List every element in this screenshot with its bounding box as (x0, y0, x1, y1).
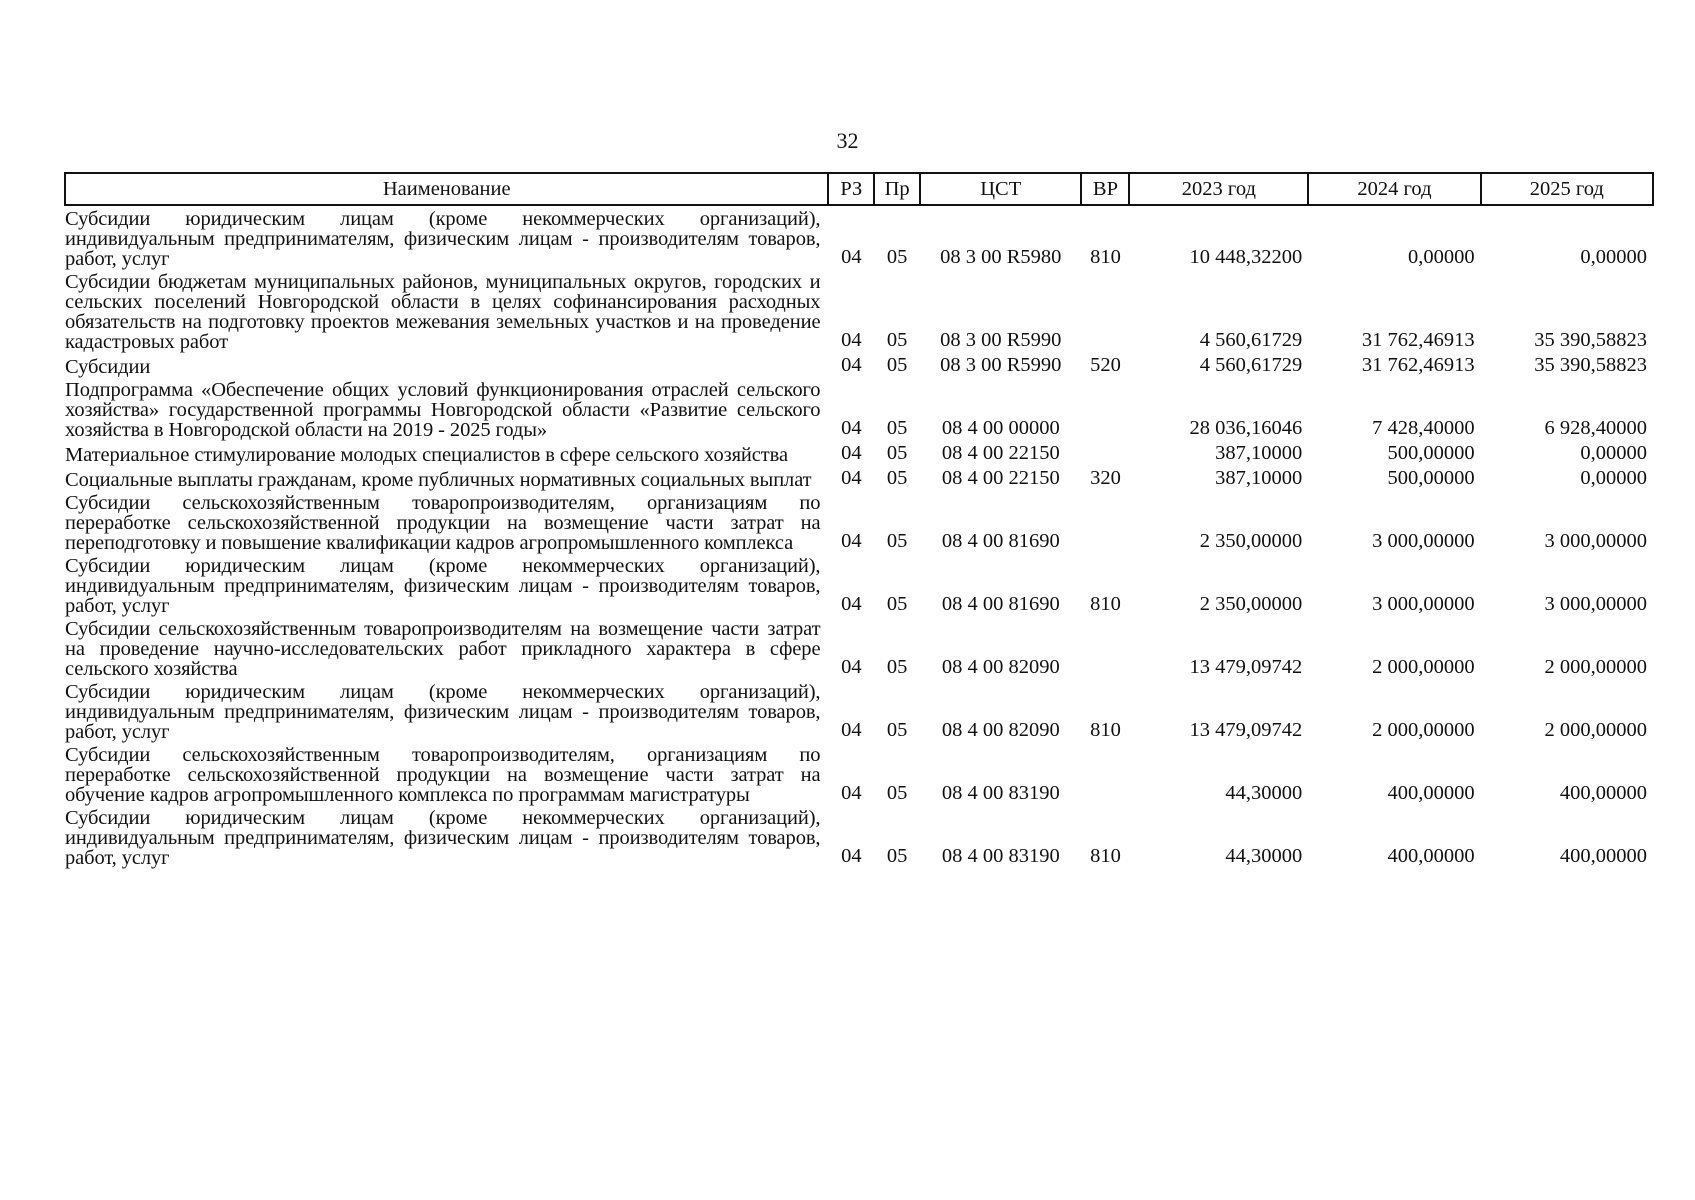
row-2024: 500,00000 (1387, 442, 1475, 464)
row-vr: 810 (1090, 246, 1121, 268)
row-2024: 400,00000 (1387, 782, 1475, 804)
row-name: Субсидии бюджетам муниципальных районов, муниципальных округов, городских и сельских поселений Новгородской области в целях софинансирования расходных обязательств на подготовку проектов межевания земельных участков и на проведение кадастровых работ (65, 271, 821, 353)
row-2024: 31 762,46913 (1361, 354, 1475, 376)
row-vr: 810 (1090, 593, 1121, 615)
row-rz: 04 (841, 845, 862, 867)
row-2024: 400,00000 (1387, 845, 1475, 867)
row-cst: 08 4 00 81690 (941, 530, 1060, 552)
table-row (65, 205, 1653, 269)
header-rz: РЗ (828, 173, 874, 205)
row-2024: 3 000,00000 (1372, 530, 1475, 552)
row-pr: 05 (886, 782, 908, 804)
row-cst: 08 3 00 R5990 (940, 354, 1062, 376)
row-cst: 08 4 00 82090 (941, 656, 1060, 678)
row-vr (1081, 490, 1129, 553)
budget-table (64, 172, 1654, 868)
header-cst: ЦСТ (920, 173, 1081, 205)
row-pr: 05 (886, 442, 908, 464)
row-rz: 04 (841, 329, 862, 351)
row-2025: 35 390,58823 (1534, 354, 1647, 376)
header-2025: 2025 год (1481, 173, 1653, 205)
row-name: Субсидии (65, 356, 151, 378)
row-vr (1081, 269, 1129, 352)
row-cst: 08 4 00 81690 (941, 593, 1060, 615)
row-2023: 13 479,09742 (1189, 719, 1303, 741)
row-vr: 810 (1090, 719, 1121, 741)
row-2025: 0,00000 (1580, 467, 1647, 489)
table-row (65, 490, 1653, 553)
row-2025: 3 000,00000 (1544, 530, 1647, 552)
row-rz: 04 (841, 593, 862, 615)
row-vr (1081, 440, 1129, 465)
row-2025: 400,00000 (1559, 845, 1647, 867)
row-2025: 2 000,00000 (1544, 656, 1647, 678)
row-2025: 2 000,00000 (1544, 719, 1647, 741)
row-rz: 04 (841, 246, 862, 268)
row-name: Субсидии юридическим лицам (кроме некоммерческих организаций), индивидуальным предпринимателям, физическим лицам - производителям товаров, работ, услуг (65, 555, 821, 617)
row-2024: 31 762,46913 (1361, 329, 1475, 351)
row-name: Социальные выплаты гражданам, кроме публичных нормативных социальных выплат (65, 469, 812, 491)
row-name: Подпрограмма «Обеспечение общих условий функционирования отраслей сельского хозяйства» государственной программы Новгородской области «Развитие сельского хозяйства в Новгородской области на 2019 - 2025 годы» (65, 379, 821, 441)
row-pr: 05 (886, 845, 908, 867)
row-vr: 520 (1090, 354, 1121, 376)
row-vr (1081, 742, 1129, 805)
row-2023: 28 036,16046 (1189, 417, 1303, 439)
row-2023: 387,10000 (1215, 467, 1303, 489)
header-name: Наименование (65, 173, 828, 205)
row-name: Субсидии сельскохозяйственным товаропроизводителям, организациям по переработке сельскохозяйственной продукции на возмещение части затрат на обучение кадров агропромышленного комплекса по программам магистратуры (65, 744, 821, 806)
row-rz: 04 (841, 530, 862, 552)
row-2024: 2 000,00000 (1372, 656, 1475, 678)
row-2023: 2 350,00000 (1199, 593, 1303, 615)
row-2025: 35 390,58823 (1534, 329, 1647, 351)
row-cst: 08 4 00 22150 (941, 467, 1060, 489)
row-rz: 04 (841, 442, 862, 464)
table-body (65, 205, 1653, 868)
row-2024: 7 428,40000 (1372, 417, 1475, 439)
row-2025: 0,00000 (1580, 246, 1647, 268)
row-pr: 05 (886, 246, 908, 268)
row-2024: 2 000,00000 (1372, 719, 1475, 741)
row-2024: 500,00000 (1387, 467, 1475, 489)
row-name: Субсидии сельскохозяйственным товаропроизводителям на возмещение части затрат на проведение научно-исследовательских работ прикладного характера в сфере сельского хозяйства (65, 618, 821, 680)
table-row (65, 465, 1653, 490)
table-row (65, 742, 1653, 805)
row-name: Материальное стимулирование молодых специалистов в сфере сельского хозяйства (65, 444, 788, 466)
row-pr: 05 (886, 329, 908, 351)
table-row (65, 440, 1653, 465)
row-vr: 320 (1090, 467, 1121, 489)
row-2025: 3 000,00000 (1544, 593, 1647, 615)
row-pr: 05 (886, 530, 908, 552)
row-2024: 3 000,00000 (1372, 593, 1475, 615)
header-pr: Пр (874, 173, 920, 205)
page-number: 32 (836, 128, 859, 153)
row-vr: 810 (1090, 845, 1121, 867)
row-2023: 4 560,61729 (1199, 329, 1303, 351)
row-cst: 08 4 00 22150 (941, 442, 1060, 464)
row-name: Субсидии юридическим лицам (кроме некоммерческих организаций), индивидуальным предпринимателям, физическим лицам - производителям товаров, работ, услуг (65, 208, 821, 270)
header-2024: 2024 год (1308, 173, 1480, 205)
table-row (65, 553, 1653, 616)
row-cst: 08 4 00 00000 (941, 417, 1060, 439)
row-pr: 05 (886, 417, 908, 439)
row-2023: 44,30000 (1225, 782, 1303, 804)
row-rz: 04 (841, 417, 862, 439)
row-2023: 44,30000 (1225, 845, 1303, 867)
row-cst: 08 4 00 83190 (941, 782, 1060, 804)
header-2023: 2023 год (1129, 173, 1308, 205)
row-2023: 13 479,09742 (1189, 656, 1303, 678)
row-cst: 08 4 00 82090 (941, 719, 1060, 741)
row-rz: 04 (841, 782, 862, 804)
header-vr: ВР (1081, 173, 1129, 205)
row-cst: 08 3 00 R5990 (940, 329, 1062, 351)
row-pr: 05 (886, 719, 908, 741)
row-cst: 08 3 00 R5980 (940, 246, 1062, 268)
row-name: Субсидии сельскохозяйственным товаропроизводителям, организациям по переработке сельскохозяйственной продукции на возмещение части затрат на переподготовку и повышение квалификации кадров агропромышленного комплекса (65, 492, 821, 554)
row-2025: 0,00000 (1580, 442, 1647, 464)
table-row (65, 616, 1653, 679)
row-rz: 04 (841, 719, 862, 741)
row-pr: 05 (886, 656, 908, 678)
row-pr: 05 (886, 467, 908, 489)
table-row (65, 377, 1653, 440)
table-header-row (65, 173, 1653, 205)
row-rz: 04 (841, 467, 862, 489)
row-2023: 10 448,32200 (1189, 246, 1303, 268)
row-pr: 05 (886, 354, 908, 376)
row-rz: 04 (841, 354, 862, 376)
row-name: Субсидии юридическим лицам (кроме некоммерческих организаций), индивидуальным предпринимателям, физическим лицам - производителям товаров, работ, услуг (65, 681, 821, 743)
table-row (65, 805, 1653, 868)
row-pr: 05 (886, 593, 908, 615)
row-2023: 2 350,00000 (1199, 530, 1303, 552)
row-cst: 08 4 00 83190 (941, 845, 1060, 867)
row-2023: 387,10000 (1215, 442, 1303, 464)
row-2023: 4 560,61729 (1199, 354, 1303, 376)
table-row (65, 352, 1653, 377)
row-name: Субсидии юридическим лицам (кроме некоммерческих организаций), индивидуальным предпринимателям, физическим лицам - производителям товаров, работ, услуг (65, 807, 821, 869)
row-rz: 04 (841, 656, 862, 678)
row-2025: 400,00000 (1559, 782, 1647, 804)
table-row (65, 679, 1653, 742)
row-2025: 6 928,40000 (1544, 417, 1647, 439)
row-vr (1081, 616, 1129, 679)
row-vr (1081, 377, 1129, 440)
row-2024: 0,00000 (1407, 246, 1475, 268)
table-row (65, 269, 1653, 352)
